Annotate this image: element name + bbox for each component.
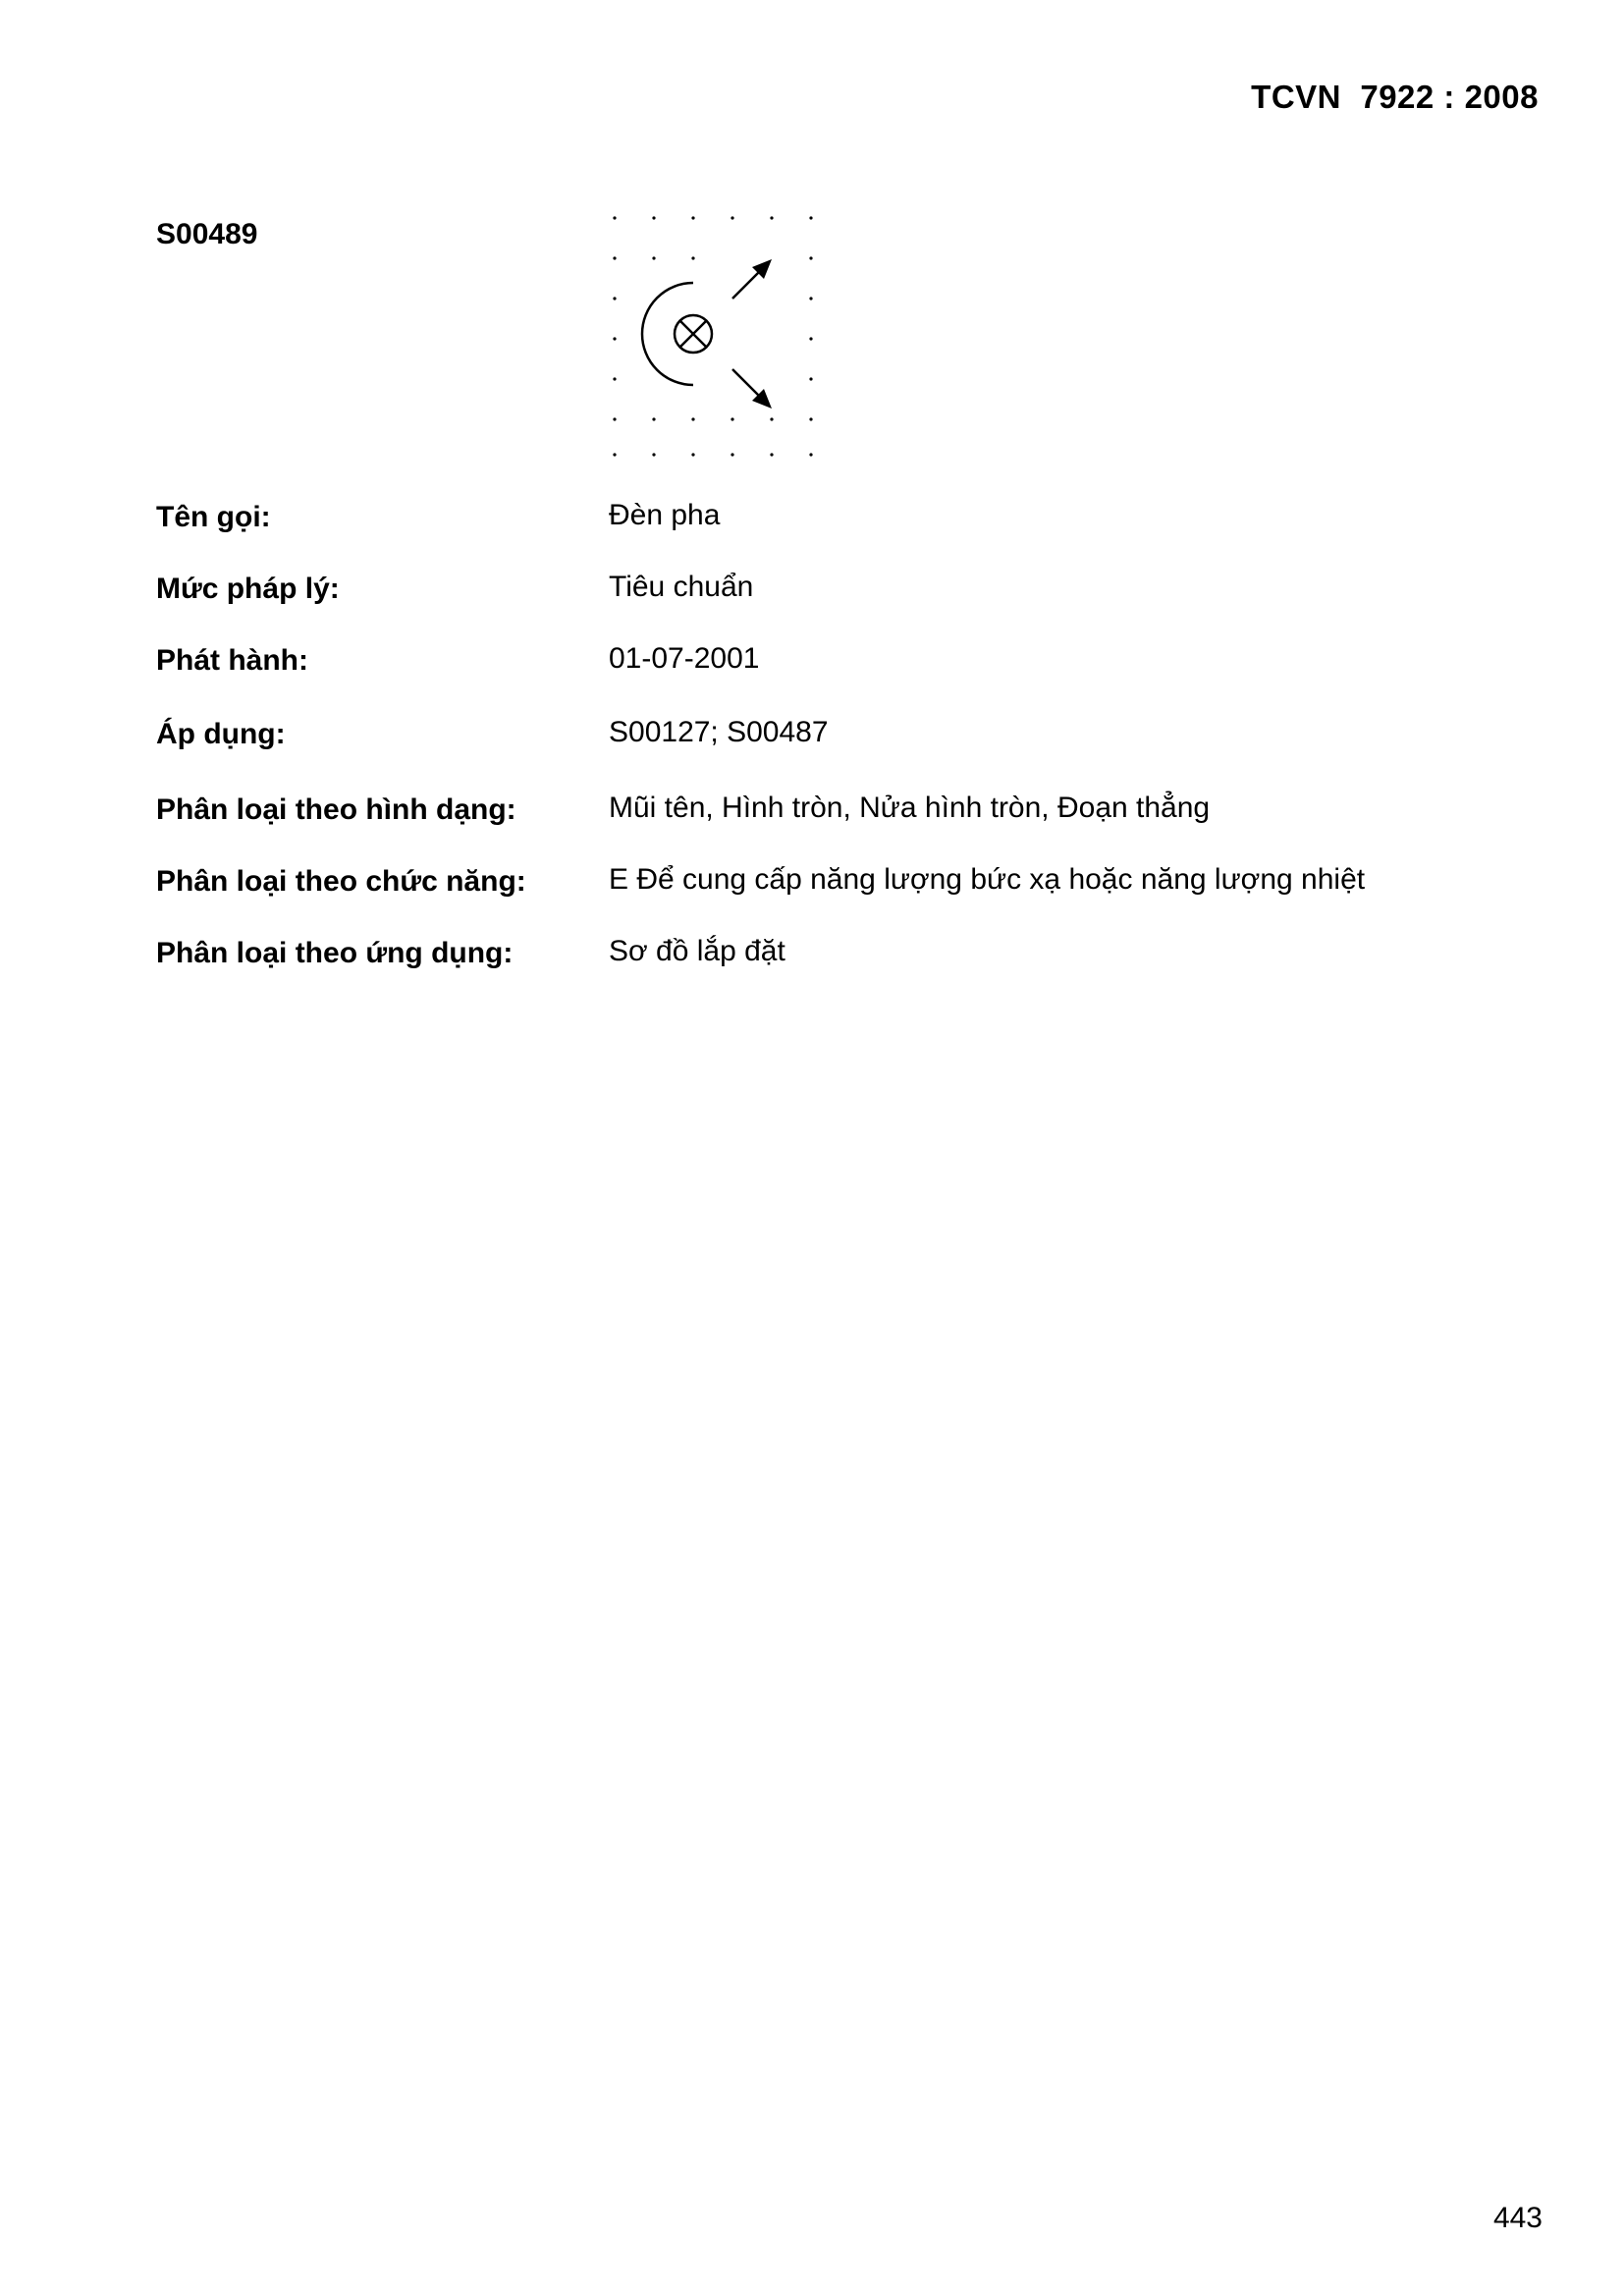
floodlight-symbol-icon (603, 204, 823, 464)
field-value: Tiêu chuẩn (609, 571, 754, 603)
field-phat-hanh (0, 644, 1624, 687)
field-label: Tên gọi: (156, 501, 271, 533)
field-phan-loai-ung-dung (0, 937, 1624, 980)
field-label: Áp dụng: (156, 718, 286, 750)
field-phan-loai-chuc-nang (0, 865, 1624, 908)
page-number: 443 (1492, 2202, 1543, 2234)
field-label: Phân loại theo ứng dụng: (156, 937, 514, 969)
field-value: S00127; S00487 (609, 716, 829, 748)
symbol-code: S00489 (156, 218, 258, 250)
field-ap-dung (0, 718, 1624, 761)
field-label: Mức pháp lý: (156, 573, 340, 605)
field-value: Mũi tên, Hình tròn, Nửa hình tròn, Đoạn thẳng (609, 792, 1211, 824)
field-label: Phân loại theo chức năng: (156, 865, 526, 898)
field-value: Sơ đồ lắp đặt (609, 935, 785, 967)
half-circle-shape (642, 283, 693, 385)
field-value: 01-07-2001 (609, 642, 760, 675)
field-label: Phát hành: (156, 644, 308, 677)
standard-header: TCVN 7922 : 2008 (1251, 79, 1539, 115)
field-value: Đèn pha (609, 499, 721, 531)
field-phan-loai-hinh-dang (0, 793, 1624, 837)
field-muc-phap-ly (0, 573, 1624, 616)
field-value: E Để cung cấp năng lượng bức xạ hoặc năng lượng nhiệt (609, 863, 1366, 896)
field-ten-goi (0, 501, 1624, 544)
field-label: Phân loại theo hình dạng: (156, 793, 516, 826)
